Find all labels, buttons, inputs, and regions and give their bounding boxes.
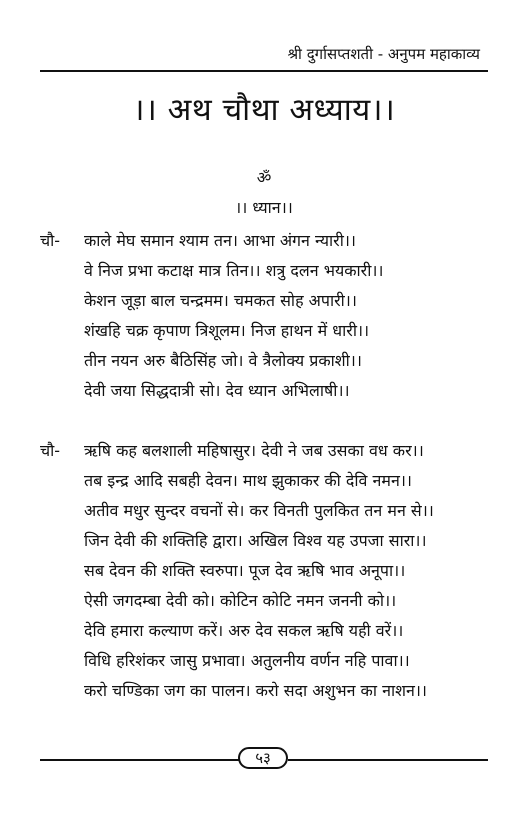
chaupai-marker: चौ-: [40, 231, 61, 250]
verse-text: देवि हमारा कल्याण करें। अरु देव सकल ऋषि यही वरें।।: [84, 621, 404, 640]
verse-line: [40, 646, 498, 676]
header-rule: [40, 70, 488, 72]
verse-line: [40, 676, 498, 706]
verse-text: शंखहि चक्र कृपाण त्रिशूलम। निज हाथन में धारी।।: [84, 321, 370, 340]
chaupai-marker: चौ-: [40, 441, 61, 460]
verse-line: [40, 226, 498, 256]
verse-line: [40, 556, 498, 586]
verse-text: अतीव मधुर सुन्दर वचनों से। कर विनती पुलकित तन मन से।।: [84, 501, 434, 520]
verse-line: [40, 436, 498, 466]
verse-text: तीन नयन अरु बैठिसिंह जो। वे त्रैलोक्य प्रकाशी।।: [84, 351, 362, 370]
page-number: ५३: [238, 747, 288, 769]
verse-line: [40, 376, 498, 406]
verse-text: ऋषि कह बलशाली महिषासुर। देवी ने जब उसका वध कर।।: [84, 441, 424, 460]
verse-line: [40, 466, 498, 496]
verse-line: [40, 526, 498, 556]
stanza-dhyan: [40, 226, 498, 406]
verse-line: [40, 616, 498, 646]
verse-line: [40, 496, 498, 526]
verse-line: [40, 346, 498, 376]
stanza-stuti: [40, 436, 498, 706]
chapter-title: ।। अथ चौथा अध्याय।।: [132, 92, 396, 128]
verse-text: विधि हरिशंकर जासु प्रभावा। अतुलनीय वर्णन नहि पावा।।: [84, 651, 410, 670]
verse-text: सब देवन की शक्ति स्वरुपा। पूज देव ऋषि भाव अनूपा।।: [84, 561, 406, 580]
om-symbol: ॐ: [256, 168, 272, 187]
verse-text: ऐसी जगदम्बा देवी को। कोटिन कोटि नमन जननी को।।: [84, 591, 397, 610]
verse-text: काले मेघ समान श्याम तन। आभा अंगन न्यारी।।: [84, 231, 356, 250]
verse-text: तब इन्द्र आदि सबही देवन। माथ झुकाकर की देवि नमन।।: [84, 471, 412, 490]
verse-line: [40, 286, 498, 316]
running-header: श्री दुर्गासप्तशती - अनुपम महाकाव्य: [287, 45, 480, 63]
verse-text: जिन देवी की शक्तिहि द्वारा। अखिल विश्व यह उपजा सारा।।: [84, 531, 427, 550]
verse-text: वे निज प्रभा कटाक्ष मात्र तिन।। शत्रु दलन भयकारी।।: [84, 261, 384, 280]
footer-rule-left: [40, 759, 240, 761]
verse-text: देवी जया सिद्धदात्री सो। देव ध्यान अभिलाषी।।: [84, 381, 350, 400]
verse-line: [40, 586, 498, 616]
verse-text: केशन जूड़ा बाल चन्द्रमम। चमकत सोह अपारी।।: [84, 291, 357, 310]
verse-text: करो चण्डिका जग का पालन। करो सदा अशुभन का नाशन।।: [84, 681, 427, 700]
dhyan-heading: ।। ध्यान।।: [235, 198, 293, 217]
verse-line: [40, 256, 498, 286]
footer-rule-right: [288, 759, 488, 761]
verse-line: [40, 316, 498, 346]
